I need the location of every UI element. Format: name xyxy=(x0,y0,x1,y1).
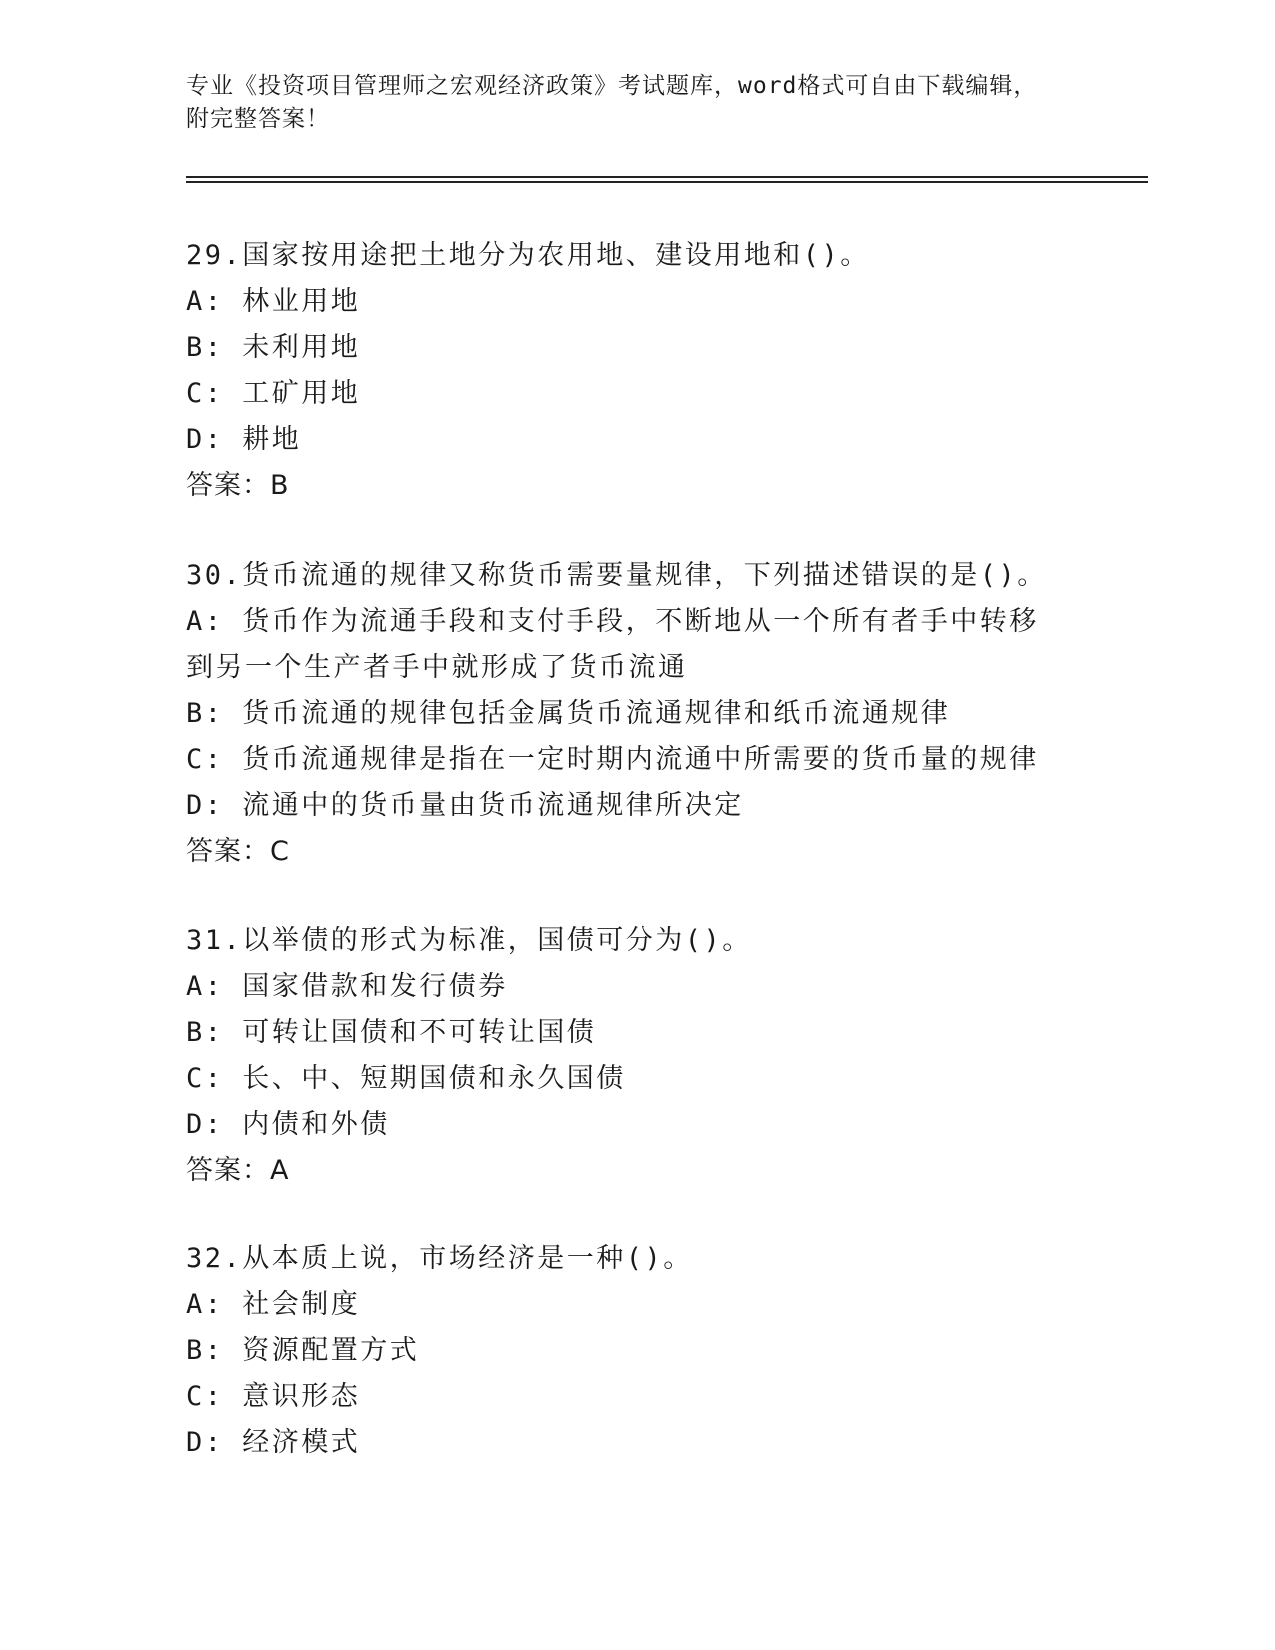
question-stem: 31.以举债的形式为标准，国债可分为()。 xyxy=(186,925,752,956)
option-a: A: 社会制度 xyxy=(186,1289,361,1320)
option-d: D: 耕地 xyxy=(186,424,302,455)
option-b: B: 未利用地 xyxy=(186,332,361,363)
answer-line: 答案：A xyxy=(186,1155,290,1186)
header-divider-bottom xyxy=(186,181,1148,183)
option-a: A: 林业用地 xyxy=(186,286,361,317)
option-d: D: 内债和外债 xyxy=(186,1109,390,1140)
question-29 xyxy=(186,233,1086,509)
option-c: C: 意识形态 xyxy=(186,1381,361,1412)
option-a: A: 国家借款和发行债券 xyxy=(186,971,508,1002)
option-b: B: 资源配置方式 xyxy=(186,1335,420,1366)
question-32 xyxy=(186,1236,1086,1466)
option-b: B: 货币流通的规律包括金属货币流通规律和纸币流通规律 xyxy=(186,698,951,729)
header-divider-top xyxy=(186,176,1148,178)
option-a: A: 货币作为流通手段和支付手段，不断地从一个所有者手中转移到另一个生产者手中就形成了货币流通 xyxy=(186,606,1039,683)
option-d: D: 经济模式 xyxy=(186,1427,361,1458)
header-line-1: 专业《投资项目管理师之宏观经济政策》考试题库，word格式可自由下载编辑， xyxy=(186,73,1038,99)
question-31 xyxy=(186,918,1086,1194)
option-d: D: 流通中的货币量由货币流通规律所决定 xyxy=(186,790,744,821)
question-stem: 32.从本质上说，市场经济是一种()。 xyxy=(186,1243,693,1274)
option-c: C: 长、中、短期国债和永久国债 xyxy=(186,1063,626,1094)
option-b: B: 可转让国债和不可转让国债 xyxy=(186,1017,597,1048)
option-c: C: 货币流通规律是指在一定时期内流通中所需要的货币量的规律 xyxy=(186,744,1039,775)
header-line-2: 附完整答案！ xyxy=(186,106,330,132)
answer-line: 答案：C xyxy=(186,836,290,867)
answer-line: 答案：B xyxy=(186,470,290,501)
question-stem: 30.货币流通的规律又称货币需要量规律，下列描述错误的是()。 xyxy=(186,560,1047,591)
question-30 xyxy=(186,553,1086,875)
question-stem: 29.国家按用途把土地分为农用地、建设用地和()。 xyxy=(186,240,870,271)
option-c: C: 工矿用地 xyxy=(186,378,361,409)
document-header-note xyxy=(186,70,1086,136)
